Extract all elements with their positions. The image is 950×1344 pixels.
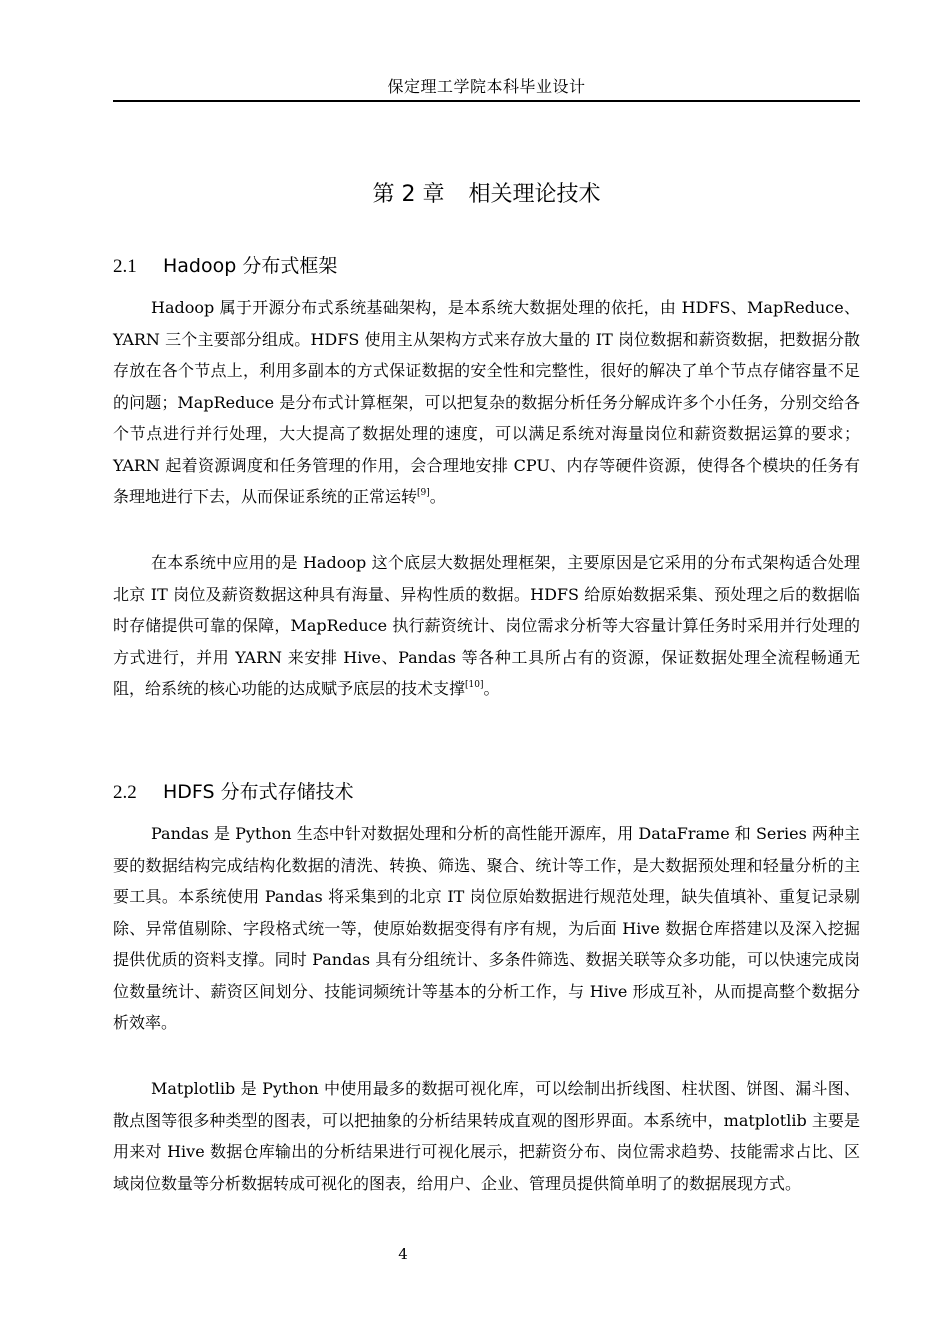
section-title: Hadoop 分布式框架 [163,255,338,277]
section-title: HDFS 分布式存储技术 [163,781,354,803]
section-heading-2-2 [113,777,860,808]
chapter-name: 相关理论技术 [468,182,601,207]
paragraph: 在本系统中应用的是 Hadoop 这个底层大数据处理框架，主要原因是它采用的分布式架构适合处理北京 IT 岗位及薪资数据这种具有海量、异构性质的数据。HDFS 给原始数据采集、预处理之后的数据临时存储提供可靠的保障，MapReduce 执行薪资统计、岗位需求分析等大容量计算任务时采用并行处理的方式进行，并用 YARN 来安排 Hive、Pandas 等各种工具所占有的资源，保证数据处理全流程畅通无阻，给系统的核心功能的达成赋予底层的技术支撑[10]。 [113,553,860,698]
section-heading-2-1 [113,251,860,282]
header-rule [113,100,860,102]
chapter-title [113,178,860,212]
paragraph: Hadoop 属于开源分布式系统基础架构，是本系统大数据处理的依托，由 HDFS、MapReduce、YARN 三个主要部分组成。HDFS 使用主从架构方式来存放大量的 IT 岗位数据和薪资数据，把数据分散存放在各个节点上，利用多副本的方式保证数据的安全性和完整性，很好的解决了单个节点存储容量不足的问题；MapReduce 是分布式计算框架，可以把复杂的数据分析任务分解成许多个小任务，分别交给各个节点进行并行处理，大大提高了数据处理的速度，可以满足系统对海量岗位和薪资数据运算的要求；YARN 起着资源调度和任务管理的作用，会合理地安排 CPU、内存等硬件资源，使得各个模块的任务有条理地进行下去，从而保证系统的正常运转[9]。 [113,298,860,506]
chapter-number: 第 2 章 [372,182,445,207]
page-header: 保定理工学院本科毕业设计 [387,77,586,96]
paragraph: Matplotlib 是 Python 中使用最多的数据可视化库，可以绘制出折线图、柱状图、饼图、漏斗图、散点图等很多种类型的图表，可以把抽象的分析结果转成直观的图形界面。本系统中，matplotlib 主要是用来对 Hive 数据仓库输出的分析结果进行可视化展示，把薪资分布、岗位需求趋势、技能需求占比、区域岗位数量等分析数据转成可视化的图表，给用户、企业、管理员提供简单明了的数据展现方式。 [113,1079,860,1193]
section-number: 2.1 [113,256,137,277]
page-number: 4 [398,1245,408,1263]
citation: [9] [417,488,430,498]
citation: [10] [465,680,484,690]
paragraph: Pandas 是 Python 生态中针对数据处理和分析的高性能开源库，用 DataFrame 和 Series 两种主要的数据结构完成结构化数据的清洗、转换、筛选、聚合、统计等工作，是大数据预处理和轻量分析的主要工具。本系统使用 Pandas 将采集到的北京 IT 岗位原始数据进行规范处理，缺失值填补、重复记录剔除、异常值剔除、字段格式统一等，使原始数据变得有序有规，为后面 Hive 数据仓库搭建以及深入挖掘提供优质的资料支撑。同时 Pandas 具有分组统计、多条件筛选、数据关联等众多功能，可以快速完成岗位数量统计、薪资区间划分、技能词频统计等基本的分析工作，与 Hive 形成互补，从而提高整个数据分析效率。 [113,824,860,1032]
section-number: 2.2 [113,782,137,803]
